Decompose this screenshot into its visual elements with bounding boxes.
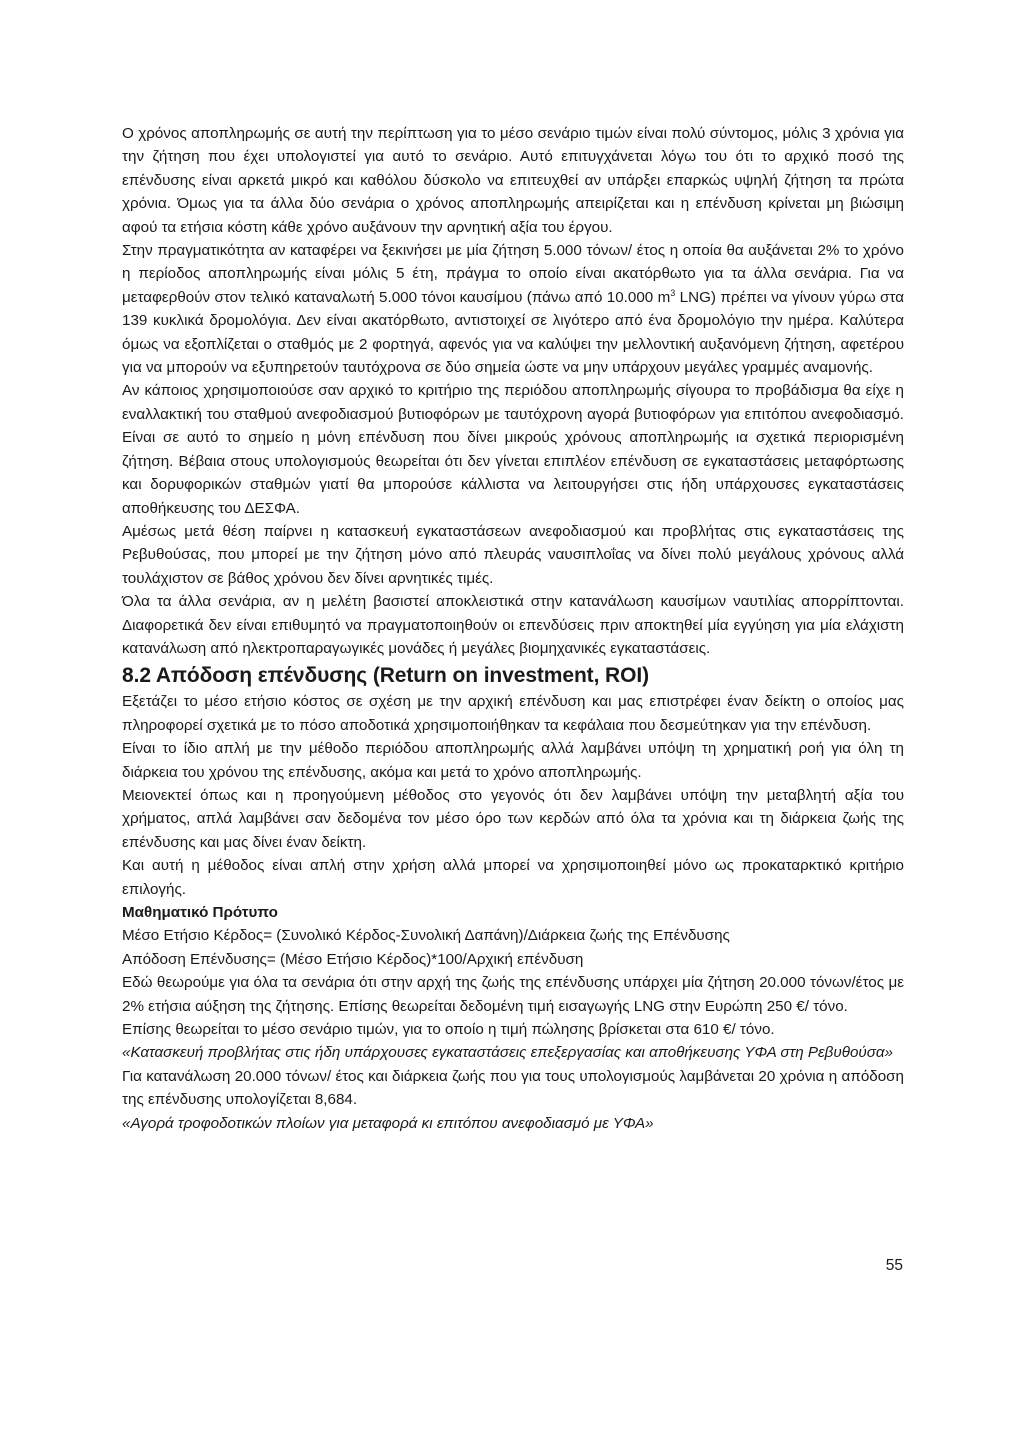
paragraph-roi-drawback: Μειονεκτεί όπως και η προηγούμενη μέθοδος στο γεγονός ότι δεν λαμβάνει υπόψη την μεταβλητή αξία του χρήματος, απλά λαμβάνει σαν δεδομένα τον μέσο όρο των κερδών από όλα τα χρόνια και τη διάρκεια ζωής της επένδυσης και μας δίνει έναν δείκτη. [122, 786, 904, 851]
scenario-title-pier: «Κατασκευή προβλήτας στις ήδη υπάρχουσες εγκαταστάσεις επεξεργασίας και αποθήκευσης ΥΦΑ στη Ρεβυθούσα» [122, 1044, 894, 1062]
section-heading: 8.2 Απόδοση επένδυσης (Return on investment, ROI) [122, 664, 649, 688]
scenario-title-vessels: «Αγορά τροφοδοτικών πλοίων για μεταφορά κι επιτόπου ανεφοδιασμό με ΥΦΑ» [122, 1114, 654, 1132]
formula-roi: Απόδοση Επένδυσης= (Μέσο Ετήσιο Κέρδος)*100/Αρχική επένδυση [122, 950, 584, 968]
paragraph-text: LNG) πρέπει να γίνουν γύρω στα 139 κυκλικά δρομολόγια. Δεν είναι ακατόρθωτο, αντιστοιχεί σε λιγότερο από ένα δρομολόγιο την ημέρα. Καλύτερα όμως να εξοπλίζεται ο σταθμός με 2 φορτηγά, αφενός για να καλύψει την μελλοντική αυξανόμενη ζήτηση, αφετέρου για να μπορούν να εξυπηρετούν ταυτόχρονα σε δύο σημεία ώστε να μην υπάρχουν μεγάλες γραμμές αναμονής. [122, 288, 904, 377]
paragraph-other-scenarios: Όλα τα άλλα σενάρια, αν η μελέτη βασιστεί αποκλειστικά στην κατανάλωση καυσίμων ναυτιλίας απορρίπτονται. Διαφορετικά δεν είναι επιθυμητό να πραγματοποιηθούν οι επενδύσεις πριν αποκτηθεί μία εγγύηση για μία ελάχιστη κατανάλωση από ηλεκτροπαραγωγικές μονάδες ή μεγάλες βιομηχανικές εγκαταστάσεις. [122, 593, 904, 657]
paragraph-roi-cashflow: Είναι το ίδιο απλή με την μέθοδο περιόδου αποπληρωμής αλλά λαμβάνει υπόψη τη χρηματική ροή για όλη τη διάρκεια του χρόνου της επένδυσης, ακόμα και μετά το χρόνο αποπληρωμής. [122, 740, 904, 781]
paragraph-roi-definition: Εξετάζει το μέσο ετήσιο κόστος σε σχέση με την αρχική επένδυση και μας επιστρέφει έναν δείκτη ο οποίος μας πληροφορεί σχετικά με το πόσο αποδοτικά χρησιμοποιήθηκαν τα κεφάλαια που δεσμεύτηκαν για την επένδυση. [122, 693, 904, 734]
page-body [122, 122, 904, 1135]
page-number: 55 [885, 1257, 903, 1274]
paragraph-assumptions: Εδώ θεωρούμε για όλα τα σενάρια ότι στην αρχή της ζωής της επένδυσης υπάρχει μία ζήτηση 20.000 τόνων/έτος με 2% ετήσια αύξηση της ζήτησης. Επίσης θεωρείται δεδομένη τιμή εισαγωγής LNG στην Ευρώπη 250 €/ τόνο. [122, 974, 904, 1015]
paragraph-roi-result: Για κατανάλωση 20.000 τόνων/ έτος και διάρκεια ζωής που για τους υπολογισμούς λαμβάνεται 20 χρόνια η απόδοση της επένδυσης υπολογίζεται 8,684. [122, 1067, 904, 1109]
paragraph-roi-usage: Και αυτή η μέθοδος είναι απλή στην χρήση αλλά μπορεί να χρησιμοποιηθεί μόνο ως προκαταρκτικό κριτήριο επιλογής. [122, 857, 904, 898]
paragraph-revithoussa: Αμέσως μετά θέση παίρνει η κατασκευή εγκαταστάσεων ανεφοδιασμού και προβλήτας στις εγκαταστάσεις της Ρεβυθούσας, που μπορεί με την ζήτηση μόνο από πλευράς ναυσιπλοΐας να δίνει πολύ μεγάλους χρόνους αλλά τουλάχιστον σε βάθος χρόνου δεν δίνει αρνητικές τιμές. [122, 522, 904, 587]
paragraph-demand-scenario [122, 239, 904, 379]
math-model-heading: Μαθηματικό Πρότυπο [122, 904, 278, 921]
superscript: 3 [670, 287, 676, 298]
paragraph-payback-intro: Ο χρόνος αποπληρωμής σε αυτή την περίπτωση για το μέσο σενάριο τιμών είναι πολύ σύντομος, μόλις 3 χρόνια για την ζήτηση που έχει υπολογιστεί για αυτό το σενάριο. Αυτό επιτυγχάνεται λόγω του ότι το αρχικό ποσό της επένδυσης είναι αρκετά μικρό και καθόλου δύσκολο να επιτευχθεί αν υπάρξει επαρκώς υψηλή ζήτηση τα πρώτα χρόνια. Όμως για τα άλλα δύο σενάρια ο χρόνος αποπληρωμής απειρίζεται και η επένδυση κρίνεται μη βιώσιμη αφού τα ετήσια κόστη κάθε χρόνο αυξάνουν την αρνητική αξία του έργου. [122, 125, 904, 236]
paragraph-text: Στην πραγματικότητα αν καταφέρει να ξεκινήσει με μία ζήτηση 5.000 τόνων/ έτος η οποία θα αυξάνεται 2% το χρόνο η περίοδος αποπληρωμής είναι μόλις 5 έτη, πράγμα το οποίο είναι ακατόρθωτο για τα άλλα σενάρια. Για να μεταφερθούν στον τελικό καταναλωτή 5.000 τόνοι καυσίμου (πάνω από 10.000 m [122, 242, 904, 306]
paragraph-price-scenario: Επίσης θεωρείται το μέσο σενάριο τιμών, για το οποίο η τιμή πώλησης βρίσκεται στα 610 €/ τόνο. [122, 1021, 775, 1039]
paragraph-criterion: Αν κάποιος χρησιμοποιούσε σαν αρχικό το κριτήριο της περιόδου αποπληρωμής σίγουρα το προβάδισμα θα είχε η εναλλακτική του σταθμού ανεφοδιασμού βυτιοφόρων με ταυτόχρονη αγορά βυτιοφόρων για επιτόπου ανεφοδιασμό. Είναι σε αυτό το σημείο η μόνη επένδυση που δίνει μικρούς χρόνους αποπληρωμής ια σχετικά περιορισμένη ζήτηση. Βέβαια στους υπολογισμούς θεωρείται ότι δεν γίνεται επιπλέον επένδυση σε εγκαταστάσεις μεταφόρτωσης και δορυφορικών σταθμών γιατί θα μπορούσε κάλλιστα να λειτουργήσει στις ήδη υπάρχουσες εγκαταστάσεις αποθήκευσης του ΔΕΣΦΑ. [122, 382, 904, 517]
formula-average-profit: Μέσο Ετήσιο Κέρδος= (Συνολικό Κέρδος-Συνολική Δαπάνη)/Διάρκεια ζωής της Επένδυσης [122, 927, 730, 945]
